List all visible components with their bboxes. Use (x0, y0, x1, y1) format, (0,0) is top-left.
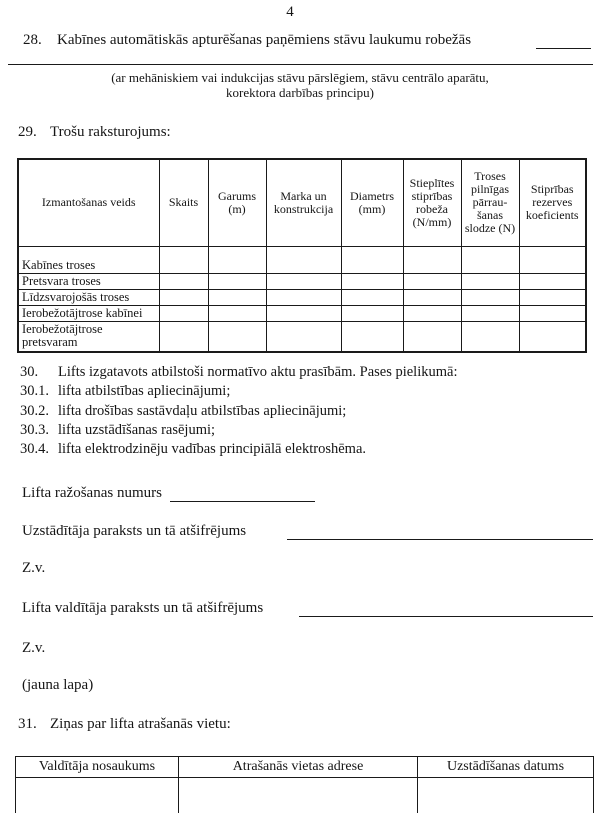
row-label-limiter-rope-counterweight: Ierobežotājtrose pretsvaram (18, 321, 159, 352)
ropes-table-header-row (18, 159, 586, 246)
table-cell-empty (461, 289, 519, 305)
item-31-number: 31. (18, 716, 37, 732)
table-cell-empty (208, 289, 266, 305)
stamp-place-2: Z.v. (22, 640, 46, 656)
table-cell-empty (418, 778, 594, 813)
table-cell-empty (461, 273, 519, 289)
item-30-intro (20, 363, 580, 382)
ropes-col-safety-factor: Stiprības rezerves koeficients (519, 159, 586, 246)
installer-signature-row (22, 523, 593, 540)
table-cell-empty (341, 305, 403, 321)
table-cell-empty (159, 246, 208, 273)
page-number: 4 (286, 4, 294, 20)
table-cell-empty (461, 321, 519, 352)
item-30-text: Lifts izgatavots atbilstoši normatīvo aktu prasībām. Pases pielikumā: (58, 364, 458, 380)
table-cell-empty (519, 305, 586, 321)
table-cell-empty (519, 273, 586, 289)
ropes-col-break-load: Troses pilnīgas pārrau-šanas slodze (N) (461, 159, 519, 246)
table-cell-empty (208, 246, 266, 273)
ropes-col-usage: Izmantošanas veids (18, 159, 159, 246)
table-row (18, 321, 586, 352)
table-cell-empty (461, 305, 519, 321)
table-cell-empty (266, 289, 341, 305)
item-30-2-number: 30.2. (20, 402, 49, 419)
location-table (15, 756, 594, 813)
item-31-heading (18, 716, 231, 733)
item-28-note-line1: (ar mehāniskiem vai indukcijas stāvu pārslēgiem, stāvu centrālo aparātu, (111, 70, 489, 85)
item-28 (23, 32, 593, 49)
new-page-note: (jauna lapa) (22, 677, 94, 693)
table-cell-empty (159, 321, 208, 352)
serial-number-fill-line (170, 487, 315, 502)
table-cell-empty (179, 778, 418, 813)
table-cell-empty (266, 273, 341, 289)
table-cell-empty (341, 273, 403, 289)
row-label-counterweight-ropes: Pretsvara troses (18, 273, 159, 289)
item-28-rule-line (8, 64, 593, 65)
table-cell-empty (403, 289, 461, 305)
table-cell-empty (403, 321, 461, 352)
table-cell-empty (341, 289, 403, 305)
table-cell-empty (341, 246, 403, 273)
item-30-3-text: lifta uzstādīšanas rasējumi; (58, 421, 216, 438)
item-30-4-number: 30.4. (20, 441, 49, 458)
table-cell-empty (208, 321, 266, 352)
table-cell-empty (266, 321, 341, 352)
table-cell-empty (519, 289, 586, 305)
table-row (18, 289, 586, 305)
serial-number-label: Lifta ražošanas numurs (22, 485, 162, 501)
item-29-number: 29. (18, 124, 37, 140)
table-cell-empty (403, 305, 461, 321)
ropes-col-count: Skaits (159, 159, 208, 246)
table-cell-empty (461, 246, 519, 273)
item-28-note-line2: korektora darbības principu) (225, 85, 374, 100)
item-30-4-text: lifta elektrodzinēju vadības principiālā elektroshēma. (58, 441, 367, 458)
owner-signature-label: Lifta valdītāja paraksts un tā atšifrējums (22, 600, 264, 616)
table-cell-empty (208, 305, 266, 321)
table-cell-empty (403, 273, 461, 289)
installer-signature-fill-line (287, 525, 593, 540)
item-30-number: 30. (20, 364, 39, 380)
item-30-4 (20, 440, 580, 459)
item-30-1 (20, 382, 580, 401)
table-row (18, 273, 586, 289)
item-30 (20, 363, 580, 459)
ropes-col-length: Garums (m) (208, 159, 266, 246)
item-29-title: Trošu raksturojums: (50, 124, 171, 140)
item-28-fill-line (536, 34, 591, 49)
owner-signature-row (22, 600, 593, 617)
table-cell-empty (266, 305, 341, 321)
location-col-install-date: Uzstādīšanas datums (418, 757, 594, 778)
table-cell-empty (16, 778, 179, 813)
table-cell-empty (266, 246, 341, 273)
table-row (18, 246, 586, 273)
item-30-1-text: lifta atbilstības apliecinājumi; (58, 383, 231, 400)
row-label-cabin-ropes: Kabīnes troses (18, 246, 159, 273)
item-30-3-number: 30.3. (20, 421, 49, 438)
table-row (18, 305, 586, 321)
location-col-address: Atrašanās vietas adrese (179, 757, 418, 778)
stamp-place-1: Z.v. (22, 560, 46, 576)
table-cell-empty (159, 273, 208, 289)
ropes-table (17, 158, 587, 353)
item-30-2-text: lifta drošības sastāvdaļu atbilstības apliecinājumi; (58, 402, 347, 419)
table-cell-empty (519, 246, 586, 273)
location-table-header-row (16, 757, 594, 778)
ropes-col-diameter: Diametrs (mm) (341, 159, 403, 246)
item-31-title: Ziņas par lifta atrašanās vietu: (50, 716, 231, 732)
table-cell-empty (519, 321, 586, 352)
serial-number-row (22, 485, 593, 502)
table-cell-empty (208, 273, 266, 289)
table-cell-empty (403, 246, 461, 273)
row-label-balancing-ropes: Līdzsvarojošās troses (18, 289, 159, 305)
item-28-number: 28. (23, 32, 42, 48)
table-cell-empty (159, 289, 208, 305)
table-cell-empty (159, 305, 208, 321)
row-label-limiter-rope-cabin: Ierobežotājtrose kabīnei (18, 305, 159, 321)
location-col-owner: Valdītāja nosaukums (16, 757, 179, 778)
ropes-col-make: Marka un konstrukcija (266, 159, 341, 246)
item-30-1-number: 30.1. (20, 383, 49, 400)
item-30-3 (20, 421, 580, 440)
item-28-text: Kabīnes automātiskās apturēšanas paņēmiens stāvu laukumu robežās (57, 32, 472, 48)
item-30-2 (20, 402, 580, 421)
owner-signature-fill-line (299, 602, 593, 617)
table-cell-empty (341, 321, 403, 352)
table-row (16, 778, 594, 813)
installer-signature-label: Uzstādītāja paraksts un tā atšifrējums (22, 523, 247, 539)
item-29-heading (18, 124, 171, 141)
ropes-col-wire-strength: Stieplītes stiprības robeža (N/mm) (403, 159, 461, 246)
